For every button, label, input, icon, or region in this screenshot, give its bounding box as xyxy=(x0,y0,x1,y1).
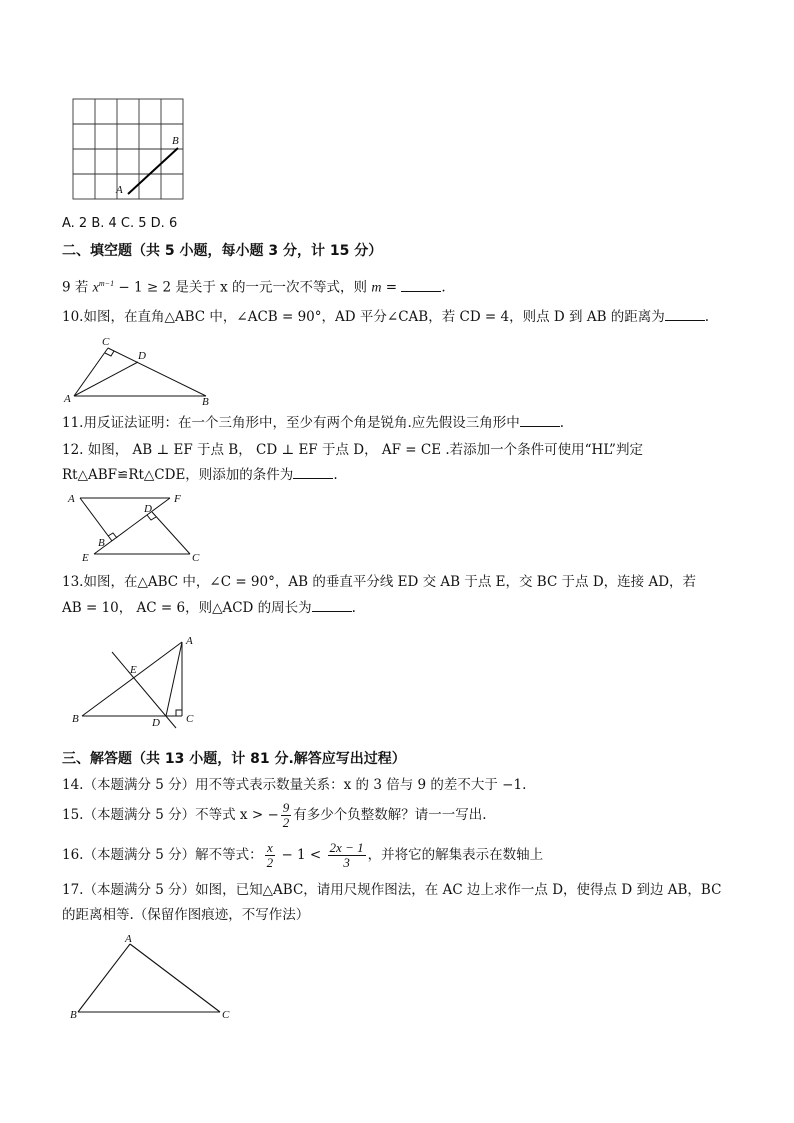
q16-suffix: ，并将它的解集表示在数轴上 xyxy=(367,847,544,863)
q10-end: . xyxy=(704,309,710,325)
point-f-label: F xyxy=(174,493,181,505)
q17-triangle-figure xyxy=(62,932,242,1022)
q9 xyxy=(62,274,446,299)
segment-cd xyxy=(152,512,190,554)
q15-fraction xyxy=(281,801,292,830)
q12-end: . xyxy=(333,467,338,483)
point-d-label: D xyxy=(138,350,146,362)
q12-figure xyxy=(62,490,212,568)
q9-end: . xyxy=(441,279,446,296)
q13-line2 xyxy=(62,598,356,618)
q16-fraction-1 xyxy=(265,841,276,870)
side-ca xyxy=(74,348,108,396)
side-ac xyxy=(130,944,220,1012)
point-b-label: B xyxy=(202,396,209,406)
q12-line1: 12. 如图， AB ⊥ EF 于点 B， CD ⊥ EF 于点 D， AF = CE .若添加一个条件可使用“HL”判定 xyxy=(62,442,643,458)
q9-base: x xyxy=(92,280,99,296)
q15 xyxy=(62,800,487,830)
q15-denominator: 2 xyxy=(282,815,290,830)
section3-title: 三、解答题（共 13 小题，计 81 分.解答应写出过程） xyxy=(62,751,406,767)
segment-ad xyxy=(74,362,138,396)
q9-eq: = xyxy=(381,279,402,296)
q15-suffix: 有多少个负整数解？请一一写出. xyxy=(293,807,487,823)
segment-ab xyxy=(80,498,112,541)
segment-ad xyxy=(166,642,182,716)
q9-var: m xyxy=(371,280,382,296)
right-angle-mark xyxy=(105,351,114,356)
q16-denominator-2: 3 xyxy=(343,855,350,870)
q11 xyxy=(62,413,564,433)
point-a-label: A xyxy=(125,933,132,945)
q16-prefix: 16.（本题满分 5 分）解不等式： xyxy=(62,847,263,863)
point-a-label: A xyxy=(116,184,123,196)
q13-end: . xyxy=(351,600,356,616)
q16-fraction-2 xyxy=(328,841,366,870)
q12-answer-blank[interactable] xyxy=(293,466,333,479)
q14: 14.（本题满分 5 分）用不等式表示数量关系：x 的 3 倍与 9 的差不大于 −1. xyxy=(62,777,527,793)
q16-denominator-1: 2 xyxy=(266,855,274,870)
q11-answer-blank[interactable] xyxy=(520,414,560,427)
q9-mid: − 1 ≥ 2 是关于 x 的一元一次不等式，则 xyxy=(114,279,372,296)
side-cb xyxy=(108,348,206,396)
q13-line1: 13.如图，在△ABC 中，∠C = 90°，AB 的垂直平分线 ED 交 AB 于点 E，交 BC 于点 D，连接 AD，若 xyxy=(62,574,697,590)
point-c-label: C xyxy=(186,713,194,725)
q16-numerator-1: x xyxy=(265,841,276,856)
q12-text: Rt△ABF≌Rt△CDE，则添加的条件为 xyxy=(62,467,294,483)
point-a-label: A xyxy=(68,493,75,505)
q16-mid: − 1 < xyxy=(277,847,326,863)
q9-answer-blank[interactable] xyxy=(401,279,441,292)
q17-line2: 的距离相等.（保留作图痕迹，不写作法） xyxy=(62,907,310,923)
q17-line1: 17.（本题满分 5 分）如图，已知△ABC，请用尺规作图法，在 AC 边上求作一点 D，使得点 D 到边 AB，BC xyxy=(62,882,722,898)
q11-text: 11.用反证法证明：在一个三角形中，至少有两个角是锐角.应先假设三角形中 xyxy=(62,415,520,431)
q9-exponent: m−1 xyxy=(98,279,115,288)
q10 xyxy=(62,307,709,327)
q15-prefix: 15.（本题满分 5 分）不等式 x > − xyxy=(62,807,279,823)
point-b-label: B xyxy=(72,713,79,725)
right-angle-mark-d xyxy=(147,515,156,520)
q16 xyxy=(62,838,543,872)
point-c-label: C xyxy=(192,552,200,564)
point-d-label: D xyxy=(152,717,160,729)
q12-line2 xyxy=(62,465,338,485)
point-e-label: E xyxy=(130,664,137,676)
q8-options: A. 2 B. 4 C. 5 D. 6 xyxy=(62,216,178,231)
q10-answer-blank[interactable] xyxy=(665,308,705,321)
point-d-label: D xyxy=(144,503,152,515)
segment-ef xyxy=(94,498,170,554)
point-c-label: C xyxy=(102,336,110,348)
point-e-label: E xyxy=(82,552,89,564)
right-angle-mark-c xyxy=(176,710,182,716)
segment-ab xyxy=(128,148,178,194)
point-b-label: B xyxy=(172,135,179,147)
side-ab xyxy=(82,642,182,716)
q11-end: . xyxy=(559,415,565,431)
q13-figure xyxy=(62,630,212,730)
point-b-label: B xyxy=(70,1009,77,1021)
q9-prefix: 9 若 xyxy=(62,279,93,296)
q15-numerator: 9 xyxy=(282,800,290,815)
bisector-ed xyxy=(112,652,176,728)
side-ab xyxy=(78,944,130,1012)
q16-numerator-2: 2x − 1 xyxy=(329,840,364,855)
q13-text: AB = 10， AC = 6，则△ACD 的周长为 xyxy=(62,600,312,616)
q10-triangle-figure xyxy=(62,334,222,406)
point-b-label: B xyxy=(98,537,105,549)
q10-text: 10.如图，在直角△ABC 中，∠ACB = 90°，AD 平分∠CAB，若 CD = 4，则点 D 到 AB 的距离为 xyxy=(62,309,665,325)
section2-title: 二、填空题（共 5 小题，每小题 3 分，计 15 分） xyxy=(62,243,383,259)
point-a-label: A xyxy=(64,393,71,405)
point-c-label: C xyxy=(222,1009,230,1021)
q13-answer-blank[interactable] xyxy=(312,599,352,612)
q8-grid-figure xyxy=(70,96,186,202)
point-a-label: A xyxy=(186,635,193,647)
